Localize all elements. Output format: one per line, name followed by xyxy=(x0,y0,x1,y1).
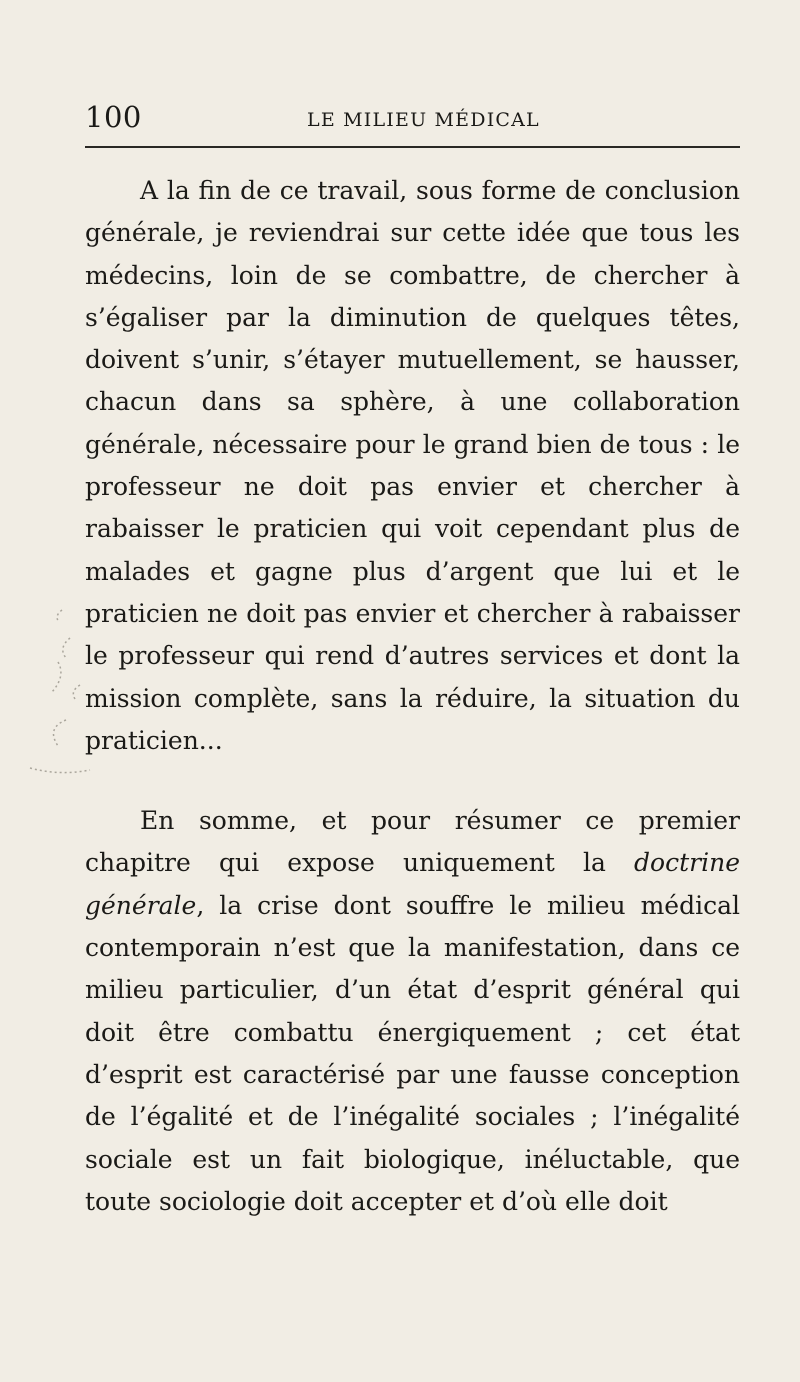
paragraph-2 xyxy=(85,800,740,1223)
running-title: LE MILIEU MÉDICAL xyxy=(307,109,540,131)
paragraph-2-text-before: En somme, et pour résumer ce premier chapitre qui expose uniquement la xyxy=(85,806,740,878)
paragraph-2-text-after: , la crise dont souffre le milieu médical contemporain n’est que la manifestation, dans ce milieu particulier, d’un état d’esprit général qui doit être combattu énergiquement ; cet état d’esprit est caractérisé par une fausse conception de l’égalité et de l’inégalité sociales ; l’inégalité sociale est un fait biologique, inéluctable, que toute sociologie doit accepter et d’où elle doit xyxy=(85,890,740,1216)
header-rule xyxy=(85,146,740,148)
body-text xyxy=(85,170,740,1223)
page-number: 100 xyxy=(85,100,142,134)
paragraph-2-italic-phrase: doctrine générale xyxy=(85,848,740,920)
paragraph-1: A la fin de ce travail, sous forme de conclusion générale, je reviendrai sur cette idée que tous les médecins, loin de se combattre, de chercher à s’égaliser par la diminution de quelques têtes, doivent s’unir, s’étayer mutuellement, se hausser, chacun dans sa sphère, à une collaboration générale, nécessaire pour le grand bien de tous : le professeur ne doit pas envier et chercher à rabaisser le praticien qui voit cependant plus de malades et gagne plus d’argent que lui et le praticien ne doit pas envier et chercher à rabaisser le professeur qui rend d’autres services et dont la mission complète, sans la réduire, la situation du praticien... xyxy=(85,176,740,755)
page-header xyxy=(85,100,740,140)
